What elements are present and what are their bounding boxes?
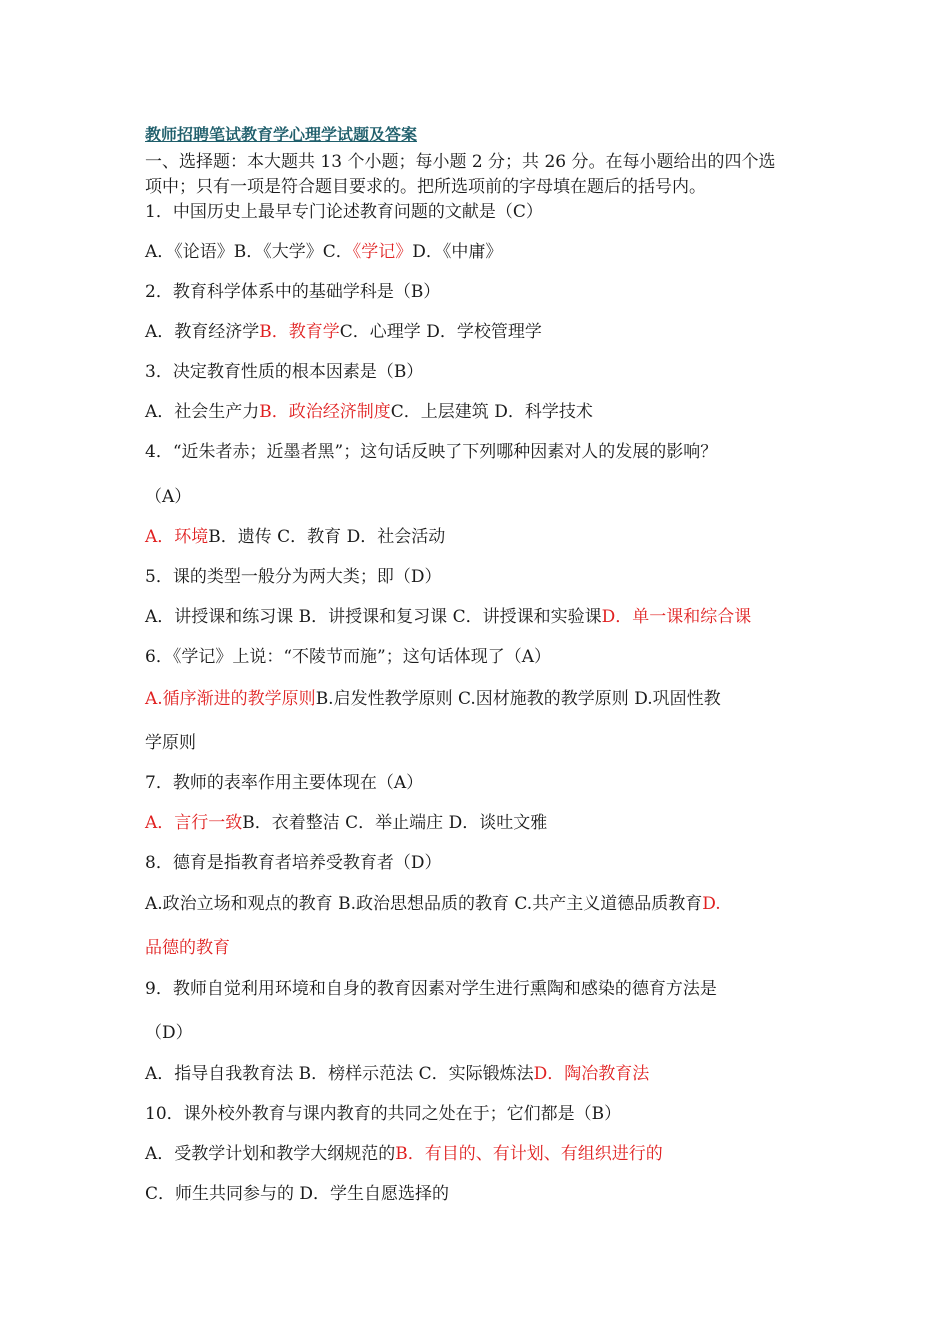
options-5: A．讲授课和练习课 B．讲授课和复习课 C．讲授课和实验课D．单一课和综合课 — [145, 607, 752, 627]
answer-highlight: B．有目的、有计划、有组织进行的 — [395, 1144, 663, 1164]
options-10-line-2: C．师生共同参与的 D．学生自愿选择的 — [145, 1184, 450, 1204]
options-8: A.政治立场和观点的教育 B.政治思想品质的教育 C.共产主义道德品质教育D. — [145, 894, 721, 914]
options-6: A.循序渐进的教学原则B.启发性教学原则 C.因材施教的教学原则 D.巩固性教 — [145, 689, 721, 709]
question-9: 9．教师自觉利用环境和自身的教育因素对学生进行熏陶和感染的德育方法是 — [145, 979, 717, 999]
options-9: A．指导自我教育法 B．榜样示范法 C．实际锻炼法D．陶冶教育法 — [145, 1064, 650, 1084]
options-2: A．教育经济学B．教育学C．心理学 D．学校管理学 — [145, 322, 542, 342]
question-7: 7．教师的表率作用主要体现在（A） — [145, 773, 424, 793]
options-3: A．社会生产力B．政治经济制度C．上层建筑 D．科学技术 — [145, 402, 593, 422]
question-5: 5．课的类型一般分为两大类；即（D） — [145, 567, 442, 587]
options-7: A．言行一致B．衣着整洁 C．举止端庄 D．谈吐文雅 — [145, 813, 548, 833]
question-6: 6．《学记》上说：“不陵节而施”；这句话体现了（A） — [145, 647, 551, 667]
options-4: A．环境B．遗传 C．教育 D．社会活动 — [145, 527, 446, 547]
intro-line-2: 项中；只有一项是符合题目要求的。把所选项前的字母填在题后的括号内。 — [145, 177, 706, 197]
options-8-cont: 品德的教育 — [145, 938, 230, 958]
answer-highlight: D．陶冶教育法 — [533, 1064, 650, 1084]
question-3: 3．决定教育性质的根本因素是（B） — [145, 362, 424, 382]
answer-highlight: D. — [702, 894, 721, 914]
question-4-cont: （A） — [145, 487, 192, 507]
options-10: A．受教学计划和教学大纲规范的B．有目的、有计划、有组织进行的 — [145, 1144, 663, 1164]
question-1: 1．中国历史上最早专门论述教育问题的文献是（C） — [145, 202, 543, 222]
question-4: 4．“近朱者赤；近墨者黑”；这句话反映了下列哪种因素对人的发展的影响？ — [145, 442, 718, 462]
document-title: 教师招聘笔试教育学心理学试题及答案 — [145, 125, 418, 144]
question-8: 8．德育是指教育者培养受教育者（D） — [145, 853, 442, 873]
answer-highlight: B．教育学 — [259, 322, 340, 342]
options-1: A．《论语》B．《大学》C．《学记》D．《中庸》 — [145, 242, 503, 262]
answer-highlight: 《学记》 — [352, 242, 413, 262]
answer-highlight: A．环境 — [145, 527, 209, 547]
answer-highlight: A．言行一致 — [145, 813, 243, 833]
answer-highlight: A.循序渐进的教学原则 — [145, 689, 316, 709]
options-6-cont: 学原则 — [145, 733, 196, 753]
question-2: 2．教育科学体系中的基础学科是（B） — [145, 282, 441, 302]
intro-line-1: 一、选择题：本大题共 13 个小题；每小题 2 分；共 26 分。在每小题给出的四个选 — [145, 152, 776, 172]
question-9-cont: （D） — [145, 1023, 193, 1043]
question-10: 10．课外校外教育与课内教育的共同之处在于；它们都是（B） — [145, 1104, 622, 1124]
answer-highlight: D．单一课和综合课 — [601, 607, 752, 627]
answer-highlight: B．政治经济制度 — [259, 402, 391, 422]
